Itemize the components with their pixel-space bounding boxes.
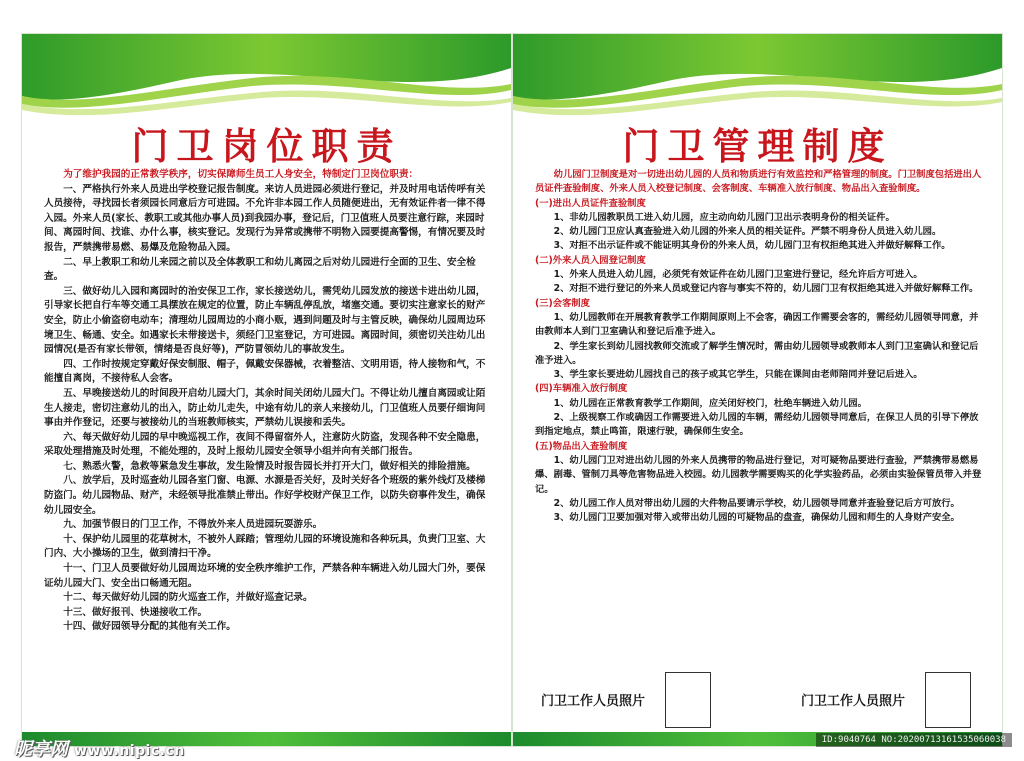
rule-item: 1、幼儿园门卫对进出幼儿园的外来人员携带的物品进行登记，对可疑物品要进行查验，严禁携带易燃易爆、剧毒、管制刀具等危害物品进入校园。幼儿园教学需要购买的化学实验药品，必须由实验保管员带入并登记。 bbox=[535, 454, 982, 495]
rule-item: 2、幼儿园工作人员对带出幼儿园的大件物品要请示学校，幼儿园领导同意并查验登记后方可放行。 bbox=[553, 497, 960, 509]
duty-item: 三、做好幼儿入园和离园时的治安保卫工作，家长接送幼儿，需凭幼儿园发放的接送卡进出幼儿园，引导家长把自行车等交通工具摆放在规定的位置，防止车辆乱停乱放，堵塞交通。要切实注意家长的财产安全，防止小偷盗窃电动车；清理幼儿园周边的小商小贩，遇到问题及时与主管反映，确保幼儿园周边环境卫生、畅通、安全。如遇家长未带接送卡，须经门卫室登记，方可进园。离园时间，须密切关注幼儿出园情况(是否有家长带领，情绪是否良好等)，严防冒领幼儿的事故发生。 bbox=[44, 285, 486, 356]
rule-item: 1、幼儿园教师在开展教育教学工作期间原则上不会客，确因工作需要会客的，需经幼儿园领导同意，并由教师本人到门卫室确认和登记后准予进入。 bbox=[535, 311, 979, 338]
photo-placeholder bbox=[665, 672, 711, 728]
watermark-id: ID:9040764 NO:20200713161535060038 bbox=[816, 733, 1012, 747]
duty-item: 四、工作时按规定穿戴好保安制服、帽子，佩戴安保器械，衣着整洁、文明用语，待人接物和气，不能擅自离岗，不接待私人会客。 bbox=[44, 358, 486, 385]
rule-item: 3、对拒不出示证件或不能证明其身份的外来人员，幼儿园门卫有权拒绝其进入并做好解释工作。 bbox=[553, 240, 951, 252]
watermark-logo bbox=[14, 735, 185, 761]
photo-placeholder bbox=[925, 672, 971, 728]
section-heading: (五)物品出入查验制度 bbox=[535, 440, 628, 452]
duty-item: 十一、门卫人员要做好幼儿园周边环境的安全秩序维护工作，严禁各种车辆进入幼儿园大门外，要保证幼儿园大门、安全出口畅通无阻。 bbox=[44, 563, 486, 589]
rules-text bbox=[535, 168, 982, 525]
rule-item: 1、外来人员进入幼儿园，必须凭有效证件在幼儿园门卫室进行登记，经允许后方可进入。 bbox=[553, 269, 923, 281]
duty-item: 十四、做好园领导分配的其他有关工作。 bbox=[63, 621, 236, 633]
duty-item: 六、每天做好幼儿园的早中晚巡视工作，夜间不得留宿外人，注意防火防盗，发现各种不安全隐患，采取处理措施及时处理，不能处理的，及时上报幼儿园安全领导小组并向有关部门报告。 bbox=[44, 431, 486, 458]
intro-text: 为了维护我园的正常教学秩序，切实保障师生员工人身安全，特制定门卫岗位职责： bbox=[63, 169, 419, 180]
rule-item: 1、幼儿园在正常教育教学工作期间，应关闭好校门，杜绝车辆进入幼儿园。 bbox=[553, 397, 867, 409]
rule-item: 3、幼儿园门卫要加强对带入或带出幼儿园的可疑物品的盘查，确保幼儿园和师生的人身财产安全。 bbox=[553, 512, 960, 524]
duty-item: 五、早晚接送幼儿的时间段开启幼儿园大门，其余时间关闭幼儿园大门。不得让幼儿擅自离园或让陌生人接走，密切注意幼儿的出入，防止幼儿走失，中途有幼儿的亲人来接幼儿，门卫值班人员要仔细询问事由并作登记，还要与被接幼儿的当班教师核实，严禁幼儿误接和丢失。 bbox=[44, 387, 486, 429]
duty-item: 十、保护幼儿园里的花草树木，不被外人踩踏；管理幼儿园的环境设施和各种玩具，负责门卫室、大门内、大小操场的卫生，做到清扫干净。 bbox=[44, 533, 486, 560]
watermark-url: www.nipic.cn bbox=[74, 743, 185, 759]
page-title: 门卫岗位职责 bbox=[131, 124, 402, 168]
photo-label: 门卫工作人员照片 bbox=[801, 694, 906, 709]
rule-item: 1、非幼儿园教职员工进入幼儿园，应主动向幼儿园门卫出示表明身份的相关证件。 bbox=[553, 211, 895, 223]
left-panel bbox=[22, 34, 511, 746]
watermark-logo-text: 昵享网 bbox=[14, 739, 68, 760]
rule-item: 3、学生家长要进幼儿园找自己的孩子或其它学生，只能在课间由老师陪同并登记后进入。 bbox=[553, 369, 923, 381]
duty-item: 八、放学后，及时巡查幼儿园各室门窗、电源、水源是否关好，及时关好各个班级的紫外线灯及楼梯防盗门。幼儿园物品、财产，未经领导批准禁止带出。作好学校财产保卫工作，以防失窃事件发生，确保幼儿园安全。 bbox=[44, 475, 486, 516]
photo-label: 门卫工作人员照片 bbox=[541, 694, 646, 709]
duty-item: 七、熟悉火警，急救等紧急发生事故，发生险情及时报告园长并打开大门，做好相关的排险措施。 bbox=[63, 460, 476, 472]
photo-row bbox=[513, 670, 1002, 726]
duty-item: 十二、每天做好幼儿园的防火巡查工作，并做好巡查记录。 bbox=[63, 592, 313, 604]
duty-item: 二、早上教职工和幼儿来园之前以及全体教职工和幼儿离园之后对幼儿园进行全面的卫生、安全检查。 bbox=[44, 256, 476, 283]
duties-text bbox=[44, 168, 491, 635]
duty-item: 十三、做好报刊、快递接收工作。 bbox=[63, 606, 208, 618]
rule-item: 2、学生家长到幼儿园找教师交流或了解学生情况时，需由幼儿园领导或教师本人到门卫室确认和登记后准予进入。 bbox=[535, 340, 979, 366]
section-heading: (一)进出人员证件查验制度 bbox=[535, 197, 646, 209]
duty-item: 九、加强节假日的门卫工作，不得放外来人员进园玩耍游乐。 bbox=[63, 519, 323, 531]
intro-text: 幼儿园门卫制度是对一切进出幼儿园的人员和物质进行有效监控和严格管理的制度。门卫制度包括进出人员证件查验制度、外来人员入校登记制度、会客制度、车辆准入放行制度、物品出入查验制度。 bbox=[535, 169, 982, 195]
rule-item: 2、对拒不进行登记的外来人员或登记内容与事实不符的，幼儿园门卫有权拒绝其进入并做好解释工作。 bbox=[553, 283, 979, 295]
right-panel bbox=[513, 34, 1002, 746]
section-heading: (三)会客制度 bbox=[535, 297, 590, 309]
duty-item: 一、严格执行外来人员进出学校登记报告制度。来访人员进园必须进行登记，并及时用电话传呼有关人员接待，寻找园长者须园长同意后方可进园。不允许非本园工作人员随便进出，无有效证件者一律不得入园。外来人员(家长、教职工或其他办事人员)到我园办事，登记后，门卫值班人员要注意行踪，来园时间、离园时间、找谁、办什么事，核实登记。发现行为异常或携带不明物入园要提高警惕，有情况要及时报告，严禁携带易燃、易爆及危险物品入园。 bbox=[44, 183, 486, 253]
page-title: 门卫管理制度 bbox=[622, 124, 893, 168]
section-heading: (四)车辆准入放行制度 bbox=[535, 383, 628, 395]
section-heading: (二)外来人员入园登记制度 bbox=[535, 254, 646, 266]
rule-item: 2、幼儿园门卫应认真查验进入幼儿园的外来人员的相关证件。严禁不明身份人员进入幼儿园。 bbox=[553, 226, 942, 238]
rule-item: 2、上级视察工作或确因工作需要进入幼儿园的车辆，需经幼儿园领导同意后，在保卫人员的引导下停放到指定地点，禁止鸣笛，限速行驶，确保师生安全。 bbox=[535, 412, 979, 438]
